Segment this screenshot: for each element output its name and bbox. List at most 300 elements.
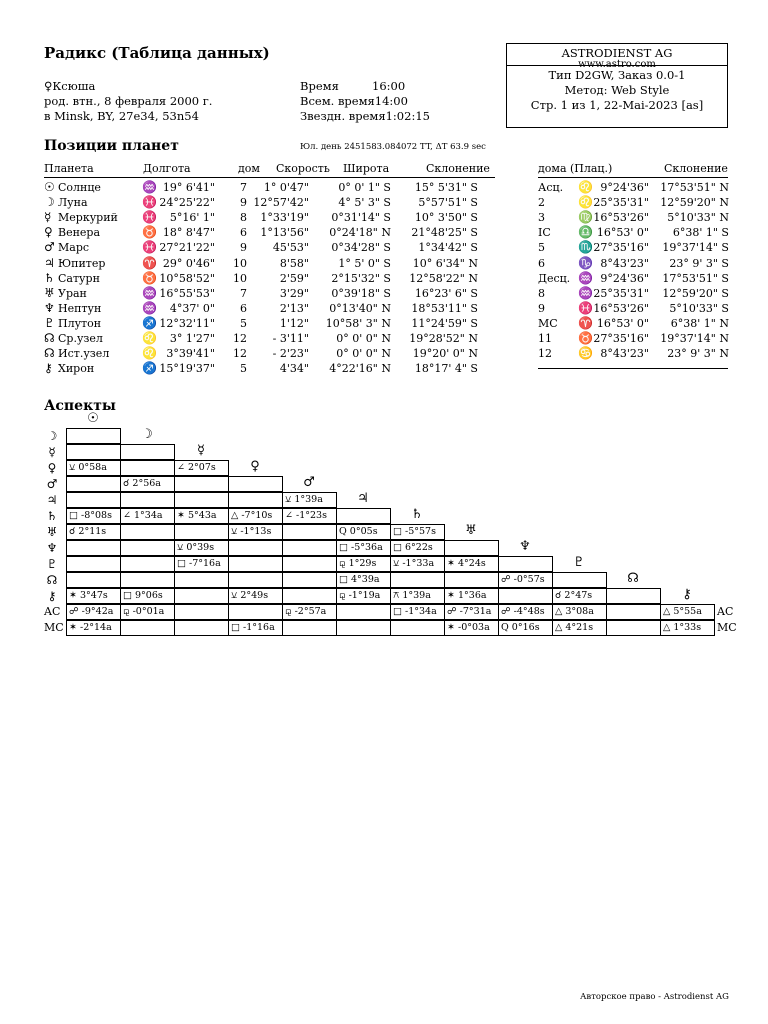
planet-name: Уран <box>58 286 87 300</box>
aspect-cell <box>282 572 337 588</box>
aspect-cell: ☍ -7°31a <box>444 604 499 620</box>
house-declination: 19°37'14" N <box>660 331 729 345</box>
house-longitude: 27°35'16" <box>593 331 649 345</box>
aspect-cell <box>606 604 661 620</box>
planet-row <box>44 210 478 225</box>
planet-house: 9 <box>239 196 247 210</box>
planet-speed: - 2'23" <box>272 347 309 361</box>
planet-row <box>44 331 478 346</box>
planet-name: Венера <box>58 226 101 240</box>
planet-glyph-icon: ☿ <box>44 210 52 225</box>
sidereal-time: Звездн. время1:02:15 <box>300 109 430 123</box>
planet-longitude: 5°16' 1" <box>169 211 215 225</box>
planet-longitude: 3° 1'27" <box>169 331 215 345</box>
aspects-title: Аспекты <box>44 398 116 414</box>
planet-glyph-icon: ☊ <box>44 330 55 345</box>
aspect-cell <box>390 572 445 588</box>
planet-latitude: 0° 0' 0" N <box>336 347 391 361</box>
planet-latitude: 4°22'16" N <box>329 362 391 376</box>
planet-table <box>44 180 478 376</box>
planet-glyph-icon: ♃ <box>44 255 55 270</box>
house-longitude: 8°43'23" <box>600 347 649 361</box>
aspect-cell: △ 3°08a <box>552 604 607 620</box>
aspect-cell: □ -1°16a <box>228 620 283 636</box>
aspect-row-glyph-icon: ♆ <box>46 541 58 555</box>
aspect-cell: ∠ 1°34a <box>120 508 175 524</box>
aspect-row-glyph-icon: ☊ <box>46 573 58 587</box>
brand-name: ASTRODIENST AG <box>561 46 673 60</box>
planet-glyph-icon: ♇ <box>44 315 55 330</box>
aspect-cell: □ -5°36a <box>336 540 391 556</box>
sign-glyph-icon: ♉ <box>578 330 593 345</box>
aspect-cell <box>120 556 175 572</box>
sign-glyph-icon: ♓ <box>142 195 157 210</box>
planet-house: 10 <box>232 271 247 285</box>
house-name: 9 <box>538 301 545 315</box>
planet-name: Нептун <box>58 301 102 315</box>
house-row <box>538 210 729 225</box>
aspect-cell <box>120 460 175 476</box>
planet-longitude: 3°39'41" <box>166 347 215 361</box>
aspect-row-glyph-icon: AC <box>44 605 61 618</box>
aspect-cell <box>606 620 661 636</box>
sign-glyph-icon: ♈ <box>142 255 157 270</box>
aspect-cell: ⚺ 0°58a <box>66 460 121 476</box>
planet-speed: 2'13" <box>279 301 309 315</box>
house-row <box>538 271 729 286</box>
aspect-col-glyph-icon: ☊ <box>627 571 639 586</box>
house-longitude: 27°35'16" <box>593 241 649 255</box>
aspect-cell <box>282 620 337 636</box>
planet-row <box>44 301 478 316</box>
aspect-cell <box>66 428 121 444</box>
aspect-cell: ⚺ -1°33a <box>390 556 445 572</box>
house-declination: 12°59'20" N <box>660 196 729 210</box>
aspect-cell <box>444 572 499 588</box>
planet-name: Меркурий <box>58 211 118 225</box>
header-planet: Планета <box>44 162 94 175</box>
aspect-row-glyph-icon: ☽ <box>46 429 58 443</box>
planet-declination: 16°23' 6" S <box>414 286 478 300</box>
house-name: 11 <box>538 331 552 345</box>
sign-glyph-icon: ♒ <box>578 285 593 300</box>
planet-glyph-icon: ♄ <box>44 270 55 285</box>
planet-name: Ср.узел <box>58 331 103 345</box>
aspect-col-glyph-icon: ♀ <box>250 459 260 474</box>
planet-house: 8 <box>239 211 247 225</box>
aspect-cell: □ -1°34a <box>390 604 445 620</box>
planet-name: Марс <box>58 241 90 255</box>
house-row <box>538 255 729 270</box>
aspect-cell: ☍ -4°48s <box>498 604 553 620</box>
sign-glyph-icon: ♈ <box>578 315 593 330</box>
order-info: Тип D2GW, Заказ 0.0-1 <box>548 68 686 82</box>
house-longitude: 25°35'31" <box>593 196 649 210</box>
aspect-cell: ⚼ -0°01a <box>120 604 175 620</box>
header-longitude: Долгота <box>143 162 191 175</box>
aspect-cell <box>66 556 121 572</box>
planet-speed: 3'29" <box>279 286 309 300</box>
planet-declination: 10° 3'50" S <box>414 211 478 225</box>
aspect-cell <box>336 508 391 524</box>
house-declination: 5°10'33" N <box>667 211 729 225</box>
sign-glyph-icon: ♌ <box>142 330 157 345</box>
aspect-cell <box>174 524 229 540</box>
aspect-cell <box>228 604 283 620</box>
time-label: Время <box>300 79 339 93</box>
planet-latitude: 4° 5' 3" S <box>338 196 391 210</box>
house-name: IC <box>538 226 551 240</box>
header-house: дом <box>238 162 260 175</box>
house-footer-rule <box>538 368 728 369</box>
header-houses: дома (Плац.) <box>538 162 613 175</box>
birth-place: в Minsk, BY, 27e34, 53n54 <box>44 109 199 123</box>
planet-declination: 10° 6'34" N <box>412 256 478 270</box>
house-longitude: 8°43'23" <box>600 256 649 270</box>
planet-row <box>44 225 478 240</box>
brand-block <box>507 44 727 70</box>
aspect-cell: ☍ -0°57s <box>498 572 553 588</box>
aspect-cell: □ 6°22s <box>390 540 445 556</box>
planet-house: 9 <box>239 241 247 255</box>
planet-longitude: 10°58'52" <box>159 271 215 285</box>
planet-speed: 2'59" <box>279 271 309 285</box>
planet-longitude: 19° 6'41" <box>162 181 215 195</box>
aspect-cell <box>174 620 229 636</box>
planet-latitude: 0°39'18" S <box>331 286 391 300</box>
planet-house: 10 <box>232 256 247 270</box>
sign-glyph-icon: ♎ <box>578 225 593 240</box>
aspect-cell <box>174 604 229 620</box>
aspect-cell <box>66 476 121 492</box>
astrodienst-box <box>506 43 728 128</box>
aspect-cell: △ 4°21s <box>552 620 607 636</box>
aspect-col-glyph-icon: ♂ <box>303 475 315 490</box>
house-name: 12 <box>538 347 552 361</box>
aspect-cell <box>282 540 337 556</box>
planet-name: Плутон <box>58 316 102 330</box>
aspect-cell <box>336 604 391 620</box>
sign-glyph-icon: ♓ <box>142 240 157 255</box>
method-info: Метод: Web Style <box>564 83 670 97</box>
planet-declination: 18°17' 4" S <box>414 362 478 376</box>
planet-longitude: 27°21'22" <box>159 241 215 255</box>
aspect-cell: ⚺ 1°39a <box>282 492 337 508</box>
aspect-cell <box>282 556 337 572</box>
sign-glyph-icon: ♑ <box>578 255 593 270</box>
aspect-cell: ⚺ -1°13s <box>228 524 283 540</box>
aspect-cell <box>120 444 175 460</box>
planet-longitude: 12°32'11" <box>159 316 215 330</box>
sign-glyph-icon: ♒ <box>142 300 157 315</box>
planet-house: 6 <box>239 226 247 240</box>
sign-glyph-icon: ♋ <box>578 346 593 361</box>
aspect-cell: □ -7°16a <box>174 556 229 572</box>
aspect-cell: Q 0°05s <box>336 524 391 540</box>
house-row <box>538 346 729 361</box>
planet-glyph-icon: ♆ <box>44 300 55 315</box>
planet-glyph-icon: ♅ <box>44 285 55 300</box>
sign-glyph-icon: ♏ <box>578 240 593 255</box>
aspect-cell: ☌ 2°56a <box>120 476 175 492</box>
aspect-col-glyph-icon: ♆ <box>519 539 531 554</box>
aspect-col-glyph-icon: ♇ <box>573 555 585 570</box>
sign-glyph-icon: ♉ <box>142 225 157 240</box>
house-name: 3 <box>538 211 545 225</box>
aspect-cell <box>120 540 175 556</box>
aspect-cell: Q 0°16s <box>498 620 553 636</box>
planet-house: 6 <box>239 301 247 315</box>
aspect-cell: ✶ -2°14a <box>66 620 121 636</box>
aspect-row-glyph-icon: ☿ <box>48 445 56 459</box>
planet-speed: 1'12" <box>279 316 309 330</box>
aspect-cell: □ 9°06s <box>120 588 175 604</box>
planet-row <box>44 271 478 286</box>
planet-speed: 1°33'19" <box>260 211 309 225</box>
aspect-col-glyph-icon: ☉ <box>87 411 99 426</box>
aspect-row-glyph-icon: ♇ <box>46 557 58 571</box>
aspect-cell <box>390 620 445 636</box>
aspect-cell: □ -8°08s <box>66 508 121 524</box>
planet-declination: 12°58'22" N <box>409 271 478 285</box>
brand-url: www.astro.com <box>578 59 656 70</box>
sign-glyph-icon: ♉ <box>142 270 157 285</box>
header-latitude: Широта <box>343 162 390 175</box>
aspect-col-glyph-icon: ⚷ <box>682 587 692 602</box>
planet-house: 12 <box>232 331 247 345</box>
aspect-cell: ⚺ 0°39s <box>174 540 229 556</box>
aspect-cell <box>66 492 121 508</box>
aspect-cell: △ 1°33s <box>660 620 715 636</box>
planet-header-rule <box>44 177 495 178</box>
planet-declination: 1°34'42" S <box>418 241 478 255</box>
planet-name: Юпитер <box>58 256 106 270</box>
planet-house: 5 <box>239 362 247 376</box>
house-row <box>538 316 729 331</box>
aspect-cell <box>66 540 121 556</box>
planet-speed: 8'58" <box>279 256 309 270</box>
aspect-cell <box>120 524 175 540</box>
aspect-cell <box>552 572 607 588</box>
house-row <box>538 331 729 346</box>
aspect-end-label: MC <box>717 621 737 634</box>
aspect-cell: ⚼ 1°29s <box>336 556 391 572</box>
planet-row <box>44 240 478 255</box>
aspect-cell: ⚼ -2°57a <box>282 604 337 620</box>
planet-declination: 5°57'51" S <box>418 196 478 210</box>
aspect-row-glyph-icon: ♂ <box>46 477 58 491</box>
sign-glyph-icon: ♓ <box>142 210 157 225</box>
sign-glyph-icon: ♌ <box>142 346 157 361</box>
aspect-row-glyph-icon: ♅ <box>46 525 58 539</box>
house-name: Асц. <box>538 181 564 195</box>
planet-house: 7 <box>239 286 247 300</box>
planet-longitude: 29° 0'46" <box>162 256 215 270</box>
planet-latitude: 0° 0' 1" S <box>338 181 391 195</box>
house-name: 8 <box>538 286 545 300</box>
house-declination: 6°38' 1" S <box>672 226 729 240</box>
aspect-cell: ⚺ 2°49s <box>228 588 283 604</box>
aspect-cell <box>120 572 175 588</box>
copyright: Авторское право - Astrodienst AG <box>580 992 729 1002</box>
house-declination: 17°53'51" N <box>660 181 729 195</box>
aspect-cell <box>336 620 391 636</box>
aspect-cell <box>66 444 121 460</box>
aspect-end-label: AC <box>717 605 734 618</box>
house-name: Десц. <box>538 271 571 285</box>
aspect-cell: □ -5°57s <box>390 524 445 540</box>
planet-latitude: 10°58' 3" N <box>325 316 391 330</box>
planet-latitude: 0°34'28" S <box>331 241 391 255</box>
planet-latitude: 1° 5' 0" S <box>338 256 391 270</box>
aspect-cell <box>228 492 283 508</box>
universal-time: Всем. время14:00 <box>300 94 408 108</box>
positions-title: Позиции планет <box>44 138 179 154</box>
house-longitude: 25°35'31" <box>593 286 649 300</box>
aspect-cell <box>228 572 283 588</box>
house-declination: 5°10'33" S <box>669 301 729 315</box>
house-header-rule <box>538 177 728 178</box>
aspect-cell: ✶ 3°47s <box>66 588 121 604</box>
house-longitude: 16°53' 0" <box>596 226 649 240</box>
house-declination: 23° 9' 3" N <box>667 347 729 361</box>
planet-longitude: 16°55'53" <box>159 286 215 300</box>
planet-declination: 19°20' 0" N <box>412 347 478 361</box>
planet-name: Луна <box>58 196 88 210</box>
aspect-cell: ⚻ 1°39a <box>390 588 445 604</box>
aspect-cell: ✶ 5°43a <box>174 508 229 524</box>
planet-speed: - 3'11" <box>272 331 309 345</box>
planet-latitude: 0°24'18" N <box>329 226 391 240</box>
aspect-col-glyph-icon: ☿ <box>197 443 205 458</box>
header-declination: Склонение <box>426 162 490 175</box>
house-longitude: 9°24'36" <box>600 271 649 285</box>
planet-longitude: 24°25'22" <box>159 196 215 210</box>
house-name: 2 <box>538 196 545 210</box>
aspect-row-glyph-icon: ♄ <box>46 509 58 523</box>
time-value: 16:00 <box>372 79 406 93</box>
house-longitude: 16°53'26" <box>593 301 649 315</box>
sign-glyph-icon: ♌ <box>578 180 593 195</box>
planet-row <box>44 255 478 270</box>
planet-speed: 4'34" <box>279 362 309 376</box>
aspect-cell: ✶ -0°03a <box>444 620 499 636</box>
aspect-cell: △ 5°55a <box>660 604 715 620</box>
aspect-cell <box>282 524 337 540</box>
aspect-cell <box>282 588 337 604</box>
sign-glyph-icon: ♒ <box>142 180 157 195</box>
house-declination: 6°38' 1" N <box>670 316 729 330</box>
sign-glyph-icon: ♓ <box>578 300 593 315</box>
header-house-declination: Склонение <box>664 162 728 175</box>
aspect-cell <box>66 572 121 588</box>
aspect-cell <box>498 588 553 604</box>
planet-latitude: 2°15'32" S <box>331 271 391 285</box>
house-declination: 23° 9' 3" S <box>669 256 729 270</box>
aspect-cell: ∠ -1°23s <box>282 508 337 524</box>
house-row <box>538 195 729 210</box>
aspect-cell <box>606 588 661 604</box>
aspect-cell: ✶ 4°24s <box>444 556 499 572</box>
planet-row <box>44 316 478 331</box>
planet-speed: 12°57'42" <box>253 196 309 210</box>
aspect-cell <box>174 476 229 492</box>
aspect-cell: ∠ 2°07s <box>174 460 229 476</box>
house-name: MC <box>538 316 558 330</box>
planet-name: Солнце <box>58 181 101 195</box>
aspect-cell: ☌ 2°47s <box>552 588 607 604</box>
house-name: 6 <box>538 256 545 270</box>
julian-day: Юл. день 2451583.084072 TT, ΔT 63.9 sec <box>300 142 486 152</box>
house-row <box>538 225 729 240</box>
planet-declination: 19°28'52" N <box>409 331 478 345</box>
aspect-cell <box>174 492 229 508</box>
planet-latitude: 0°31'14" S <box>331 211 391 225</box>
planet-house: 7 <box>239 181 247 195</box>
aspect-cell: ⚼ -1°19a <box>336 588 391 604</box>
aspect-cell <box>228 540 283 556</box>
birth-date: род. втн., 8 февраля 2000 г. <box>44 94 213 108</box>
house-row <box>538 180 729 195</box>
aspect-row-glyph-icon: ♀ <box>47 461 57 475</box>
planet-glyph-icon: ♀ <box>44 225 53 240</box>
aspect-cell <box>444 540 499 556</box>
planet-declination: 18°53'11" S <box>411 301 478 315</box>
planet-glyph-icon: ☽ <box>44 195 55 210</box>
page-title: Радикс (Таблица данных) <box>44 44 270 62</box>
aspect-col-glyph-icon: ♅ <box>465 523 477 538</box>
planet-row <box>44 195 478 210</box>
planet-longitude: 15°19'37" <box>159 362 215 376</box>
planet-house: 5 <box>239 316 247 330</box>
person-name: ♀Ксюша <box>44 79 96 93</box>
planet-house: 12 <box>232 347 247 361</box>
aspect-cell <box>228 476 283 492</box>
aspect-cell: ☍ -9°42a <box>66 604 121 620</box>
planet-latitude: 0° 0' 0" N <box>336 331 391 345</box>
planet-row <box>44 346 478 361</box>
planet-row <box>44 361 478 376</box>
aspect-col-glyph-icon: ♄ <box>411 507 423 522</box>
aspect-col-glyph-icon: ♃ <box>357 491 369 506</box>
sign-glyph-icon: ♐ <box>142 315 157 330</box>
house-row <box>538 286 729 301</box>
aspect-cell: ✶ 1°36a <box>444 588 499 604</box>
planet-declination: 11°24'59" S <box>411 316 478 330</box>
sign-glyph-icon: ♒ <box>578 270 593 285</box>
aspect-cell <box>120 492 175 508</box>
planet-glyph-icon: ⚷ <box>44 361 53 376</box>
aspect-col-glyph-icon: ☽ <box>141 427 153 442</box>
aspect-cell: ☌ 2°11s <box>66 524 121 540</box>
planet-declination: 15° 5'31" S <box>414 181 478 195</box>
aspect-cell <box>174 588 229 604</box>
aspect-row-glyph-icon: ⚷ <box>47 589 57 603</box>
planet-longitude: 4°37' 0" <box>169 301 215 315</box>
sign-glyph-icon: ♐ <box>142 361 157 376</box>
house-table <box>538 180 729 361</box>
planet-row <box>44 286 478 301</box>
house-declination: 17°53'51" S <box>662 271 729 285</box>
aspect-cell <box>174 572 229 588</box>
house-row <box>538 240 729 255</box>
sign-glyph-icon: ♌ <box>578 195 593 210</box>
planet-declination: 21°48'25" S <box>411 226 478 240</box>
planet-glyph-icon: ♂ <box>44 240 55 255</box>
house-longitude: 9°24'36" <box>600 181 649 195</box>
planet-name: Сатурн <box>58 271 100 285</box>
planet-speed: 1°13'56" <box>260 226 309 240</box>
